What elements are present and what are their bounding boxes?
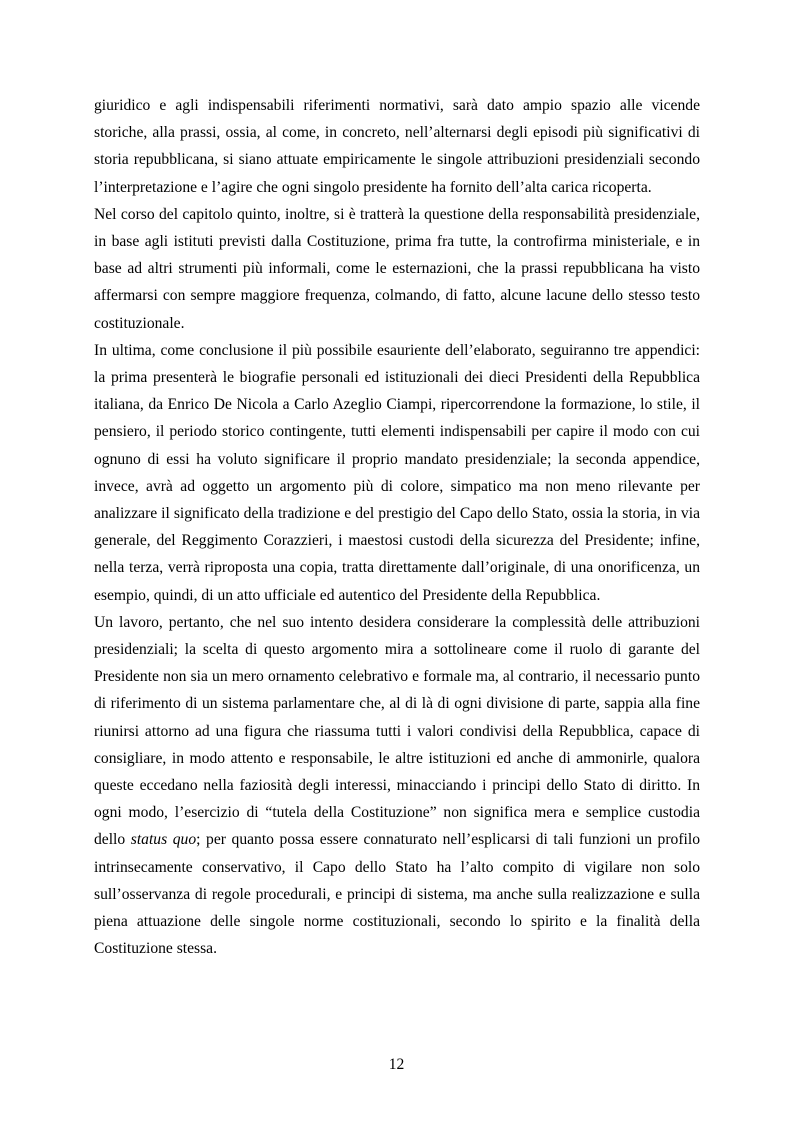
paragraph-4-text-b: ; per quanto possa essere connaturato nell’esplicarsi di tali funzioni un profilo intrinsecamente conservativo, il Capo dello Stato ha l’alto compito di vigilare non solo sull’osservanza di regole procedurali, e principi di sistema, ma anche sulla realizzazione e sulla piena attuazione delle singole norme costituzionali, secondo lo spirito e la finalità della Costituzione stessa. (94, 831, 701, 958)
paragraph-1: giuridico e agli indispensabili riferimenti normativi, sarà dato ampio spazio alle vicende storiche, alla prassi, ossia, al come, in concreto, nell’alternarsi degli episodi più significativi di storia repubblicana, si siano attuate empiricamente le singole attribuzioni presidenziali secondo l’interpretazione e l’agire che ogni singolo presidente ha fornito dell’alta carica ricoperta. (94, 97, 700, 196)
paragraph-3: In ultima, come conclusione il più possibile esauriente dell’elaborato, seguiranno tre appendici: la prima presenterà le biografie personali ed istituzionali dei dieci Presidenti della Repubblica italiana, da Enrico De Nicola a Carlo Azeglio Ciampi, ripercorrendone la formazione, lo stile, il pensiero, il periodo storico contingente, tutti elementi indispensabili per capire il modo con cui ognuno di essi ha voluto significare il proprio mandato presidenziale; la seconda appendice, invece, avrà ad oggetto un argomento più di colore, simpatico ma non meno rilevante per analizzare il significato della tradizione e del prestigio del Capo dello Stato, ossia la storia, in via generale, del Reggimento Corazzieri, i maestosi custodi della sicurezza del Presidente; infine, nella terza, verrà riproposta una copia, tratta direttamente dall’originale, di una onorificenza, un esempio, quindi, di un atto ufficiale ed autentico del Presidente della Repubblica. (94, 341, 700, 604)
paragraph-4 (94, 609, 700, 963)
paragraph-4-text-a: Un lavoro, pertanto, che nel suo intento desidera considerare la complessità delle attribuzioni presidenziali; la scelta di questo argomento mira a sottolineare come il ruolo di garante del Presidente non sia un mero ornamento celebrativo e formale ma, al contrario, il necessario punto di riferimento di un sistema parlamentare che, al di là di ogni divisione di parte, sappia alla fine riunirsi attorno ad una figura che riassuma tutti i valori condivisi della Repubblica, capace di consigliare, in modo attento e responsabile, le altre istituzioni ed anche di ammonirle, qualora queste eccedano nella faziosità degli interessi, minacciando i principi dello Stato di diritto. In ogni modo, l’esercizio di “tutela della Costituzione” non significa mera e semplice custodia dello (94, 613, 700, 849)
page-number: 12 (388, 1056, 405, 1073)
paragraph-2: Nel corso del capitolo quinto, inoltre, si è tratterà la questione della responsabilità presidenziale, in base agli istituti previsti dalla Costituzione, prima fra tutte, la controfirma ministeriale, e in base ad altri strumenti più informali, come le esternazioni, che la prassi repubblicana ha visto affermarsi con sempre maggiore frequenza, colmando, di fatto, alcune lacune dello stesso testo costituzionale. (94, 205, 700, 332)
italic-term: status quo (130, 831, 197, 849)
body-text (94, 92, 700, 963)
